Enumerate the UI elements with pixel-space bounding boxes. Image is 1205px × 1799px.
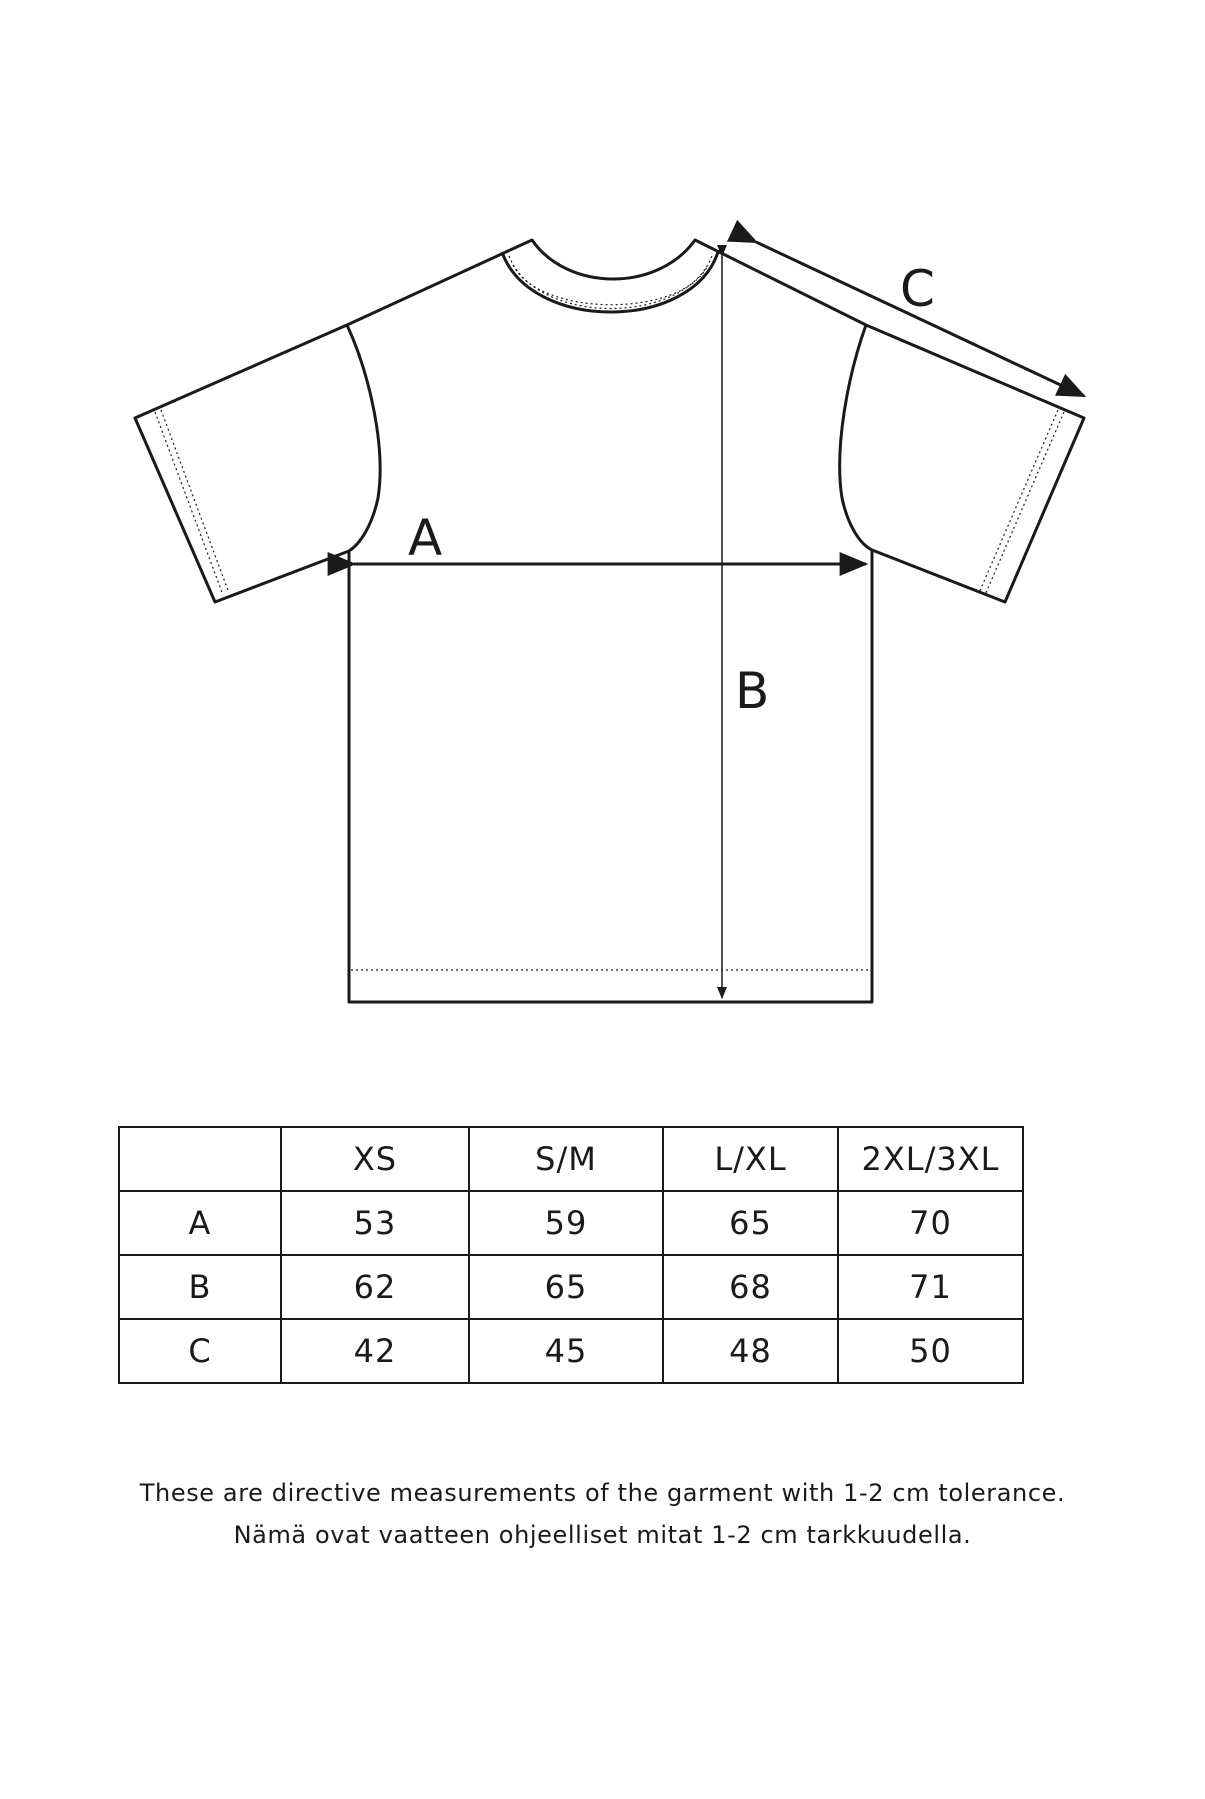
row-label-a: A — [119, 1191, 281, 1255]
header-size-xs: XS — [281, 1127, 469, 1191]
table-row — [119, 1191, 1023, 1255]
table-cell: 42 — [281, 1319, 469, 1383]
table-cell: 70 — [838, 1191, 1023, 1255]
table-row — [119, 1319, 1023, 1383]
table-cell: 53 — [281, 1191, 469, 1255]
size-chart-table — [118, 1126, 1024, 1384]
note-finnish: Nämä ovat vaatteen ohjeelliset mitat 1-2 cm tarkkuudella. — [233, 1521, 972, 1549]
table-cell: 50 — [838, 1319, 1023, 1383]
table-cell: 65 — [663, 1191, 838, 1255]
row-label-b: B — [119, 1255, 281, 1319]
table-cell: 65 — [469, 1255, 663, 1319]
row-label-c: C — [119, 1319, 281, 1383]
measure-c-label: C — [900, 260, 935, 318]
table-row — [119, 1255, 1023, 1319]
table-cell: 71 — [838, 1255, 1023, 1319]
header-empty-cell — [119, 1127, 281, 1191]
note-english: These are directive measurements of the garment with 1-2 cm tolerance. — [139, 1479, 1066, 1507]
measurement-notes — [0, 1472, 1205, 1556]
measure-a-label: A — [408, 509, 443, 567]
measure-b-label: B — [735, 662, 770, 720]
tshirt-body-outline — [135, 240, 1084, 1002]
header-size-2xl3xl: 2XL/3XL — [838, 1127, 1023, 1191]
table-cell: 48 — [663, 1319, 838, 1383]
table-cell: 62 — [281, 1255, 469, 1319]
header-size-lxl: L/XL — [663, 1127, 838, 1191]
header-size-sm: S/M — [469, 1127, 663, 1191]
table-cell: 45 — [469, 1319, 663, 1383]
table-cell: 68 — [663, 1255, 838, 1319]
table-cell: 59 — [469, 1191, 663, 1255]
table-header-row — [119, 1127, 1023, 1191]
